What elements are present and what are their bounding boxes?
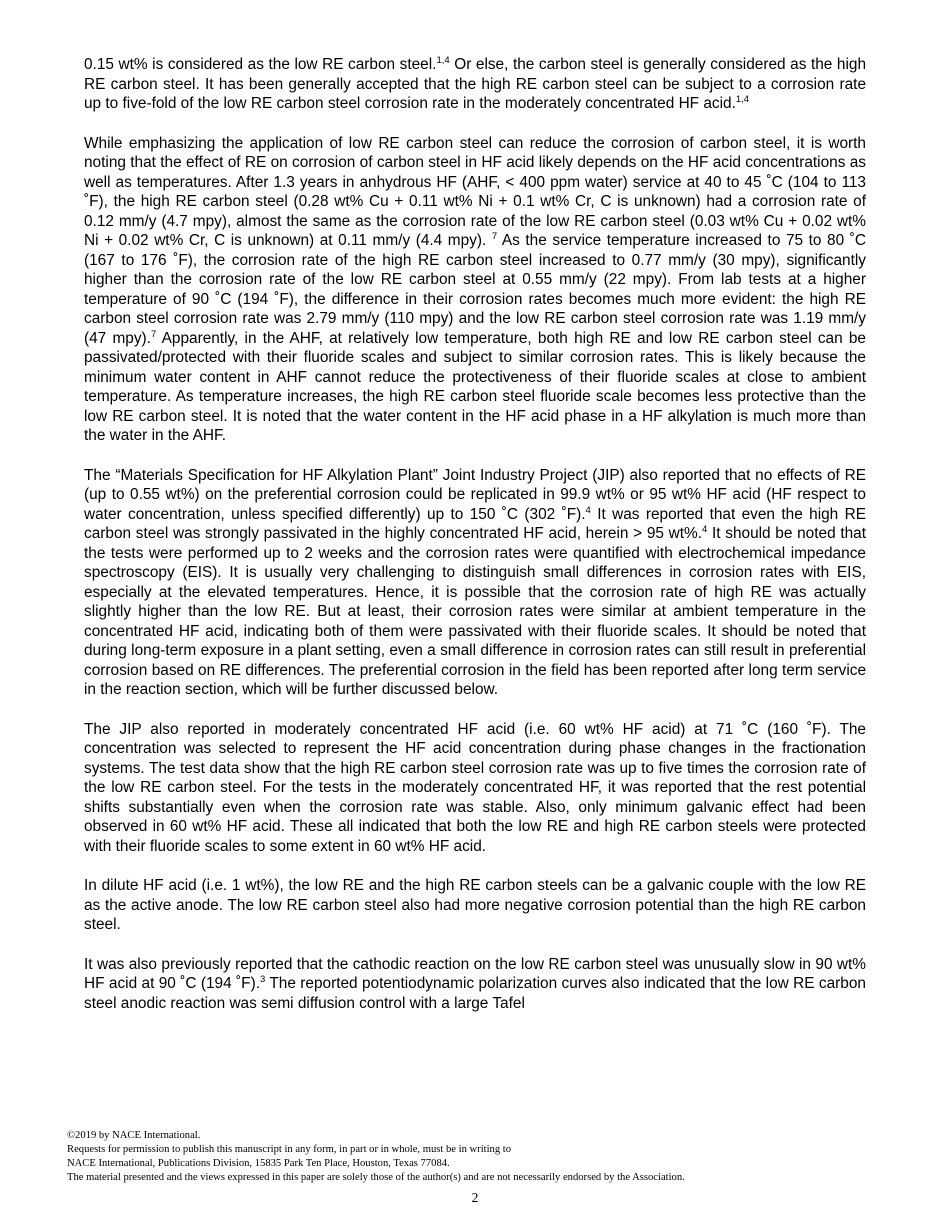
body-text [84, 55, 866, 1013]
text-run: It should be noted that the tests were performed up to 2 weeks and the corrosion rates were quantified with electrochemical impedance spectroscopy (EIS). It is usually very challenging to distinguish small differences in corrosion rates with EIS, especially at the elevated temperatures. Hence, it is possible that the corrosion rate of high RE was actually slightly higher than the low RE. But at least, their corrosion rates were similar at ambient temperature in the concentrated HF acid, indicating both of them were passivated with their fluoride scales. It should be noted that during long-term exposure in a plant setting, even a small difference in corrosion rates can still result in preferential corrosion based on RE differences. The preferential corrosion in the field has been reported after long term service in the reaction section, which will be further discussed below. [84, 525, 867, 698]
citation-superscript: 7 [150, 328, 157, 340]
text-run: While emphasizing the application of low RE carbon steel can reduce the corrosion of carbon steel, it is worth noting that the effect of RE on corrosion of carbon steel in HF acid likely depends on the HF acid concentrations as well as temperatures. After 1.3 years in anhydrous HF (AHF, < 400 ppm water) service at 40 to 45 ˚C (104 to 113 ˚F), the high RE carbon steel (0.28 wt% Cu + 0.11 wt% Ni + 0.1 wt% Cr, C is unknown) had a corrosion rate of 0.12 mm/y (4.7 mpy), almost the same as the corrosion rate of the low RE carbon steel (0.03 wt% Cu + 0.02 wt% Ni + 0.02 wt% Cr, C is unknown) at 0.11 mm/y (4.4 mpy). [84, 134, 866, 249]
paragraph-6 [84, 955, 866, 1014]
text-run: It was reported that even the high RE carbon steel was strongly passivated in the highly concentrated HF acid, herein > 95 wt%. [84, 505, 867, 542]
text-run: Or else, the carbon steel is generally considered as the high RE carbon steel. It has been generally accepted that the high RE carbon steel can be subject to a corrosion rate up to five-fold of the low RE carbon steel corrosion rate in the moderately concentrated HF acid. [84, 56, 867, 112]
citation-superscript: 4 [585, 504, 591, 516]
page-number: 2 [471, 1190, 479, 1205]
citation-superscript: 3 [259, 974, 266, 985]
paragraph-4 [84, 720, 866, 857]
text-run: The reported potentiodynamic polarization curves also indicated that the low RE carbon steel anodic reaction was semi diffusion control with a large Tafel [84, 975, 866, 1012]
citation-superscript: 1,4 [436, 55, 450, 66]
footer-copyright: ©2019 by NACE International. [67, 1130, 201, 1141]
text-run: Apparently, in the AHF, at relatively low temperature, both high RE and low RE carbon steel can be passivated/protected with their fluoride scales and subject to similar corrosion rates. This is likely because the minimum water content in AHF cannot reduce the protectiveness of their fluoride scales at close to ambient temperature. As temperature increases, the high RE carbon steel fluoride scale becomes less protective than the low RE carbon steel. It is noted that the water content in the HF acid phase in a HF alkylation is much more than the water in the AHF. [84, 329, 866, 444]
citation-superscript: 1,4 [735, 94, 750, 105]
footer-permission: Requests for permission to publish this manuscript in any form, in part or in whole, must be in writing to [67, 1144, 512, 1155]
text-run: As the service temperature increased to 75 to 80 ˚C (167 to 176 ˚F), the corrosion rate of the high RE carbon steel increased to 0.77 mm/y (30 mpy), significantly higher than the corrosion rate of the low RE carbon steel at 0.55 mm/y (22 mpy). From lab tests at a higher temperature of 90 ˚C (194 ˚F), the difference in their corrosion rates becomes much more evident: the high RE carbon steel corrosion rate was 2.79 mm/y (110 mpy) and the low RE carbon steel corrosion rate was 1.19 mm/y (47 mpy). [84, 232, 866, 347]
text-run: The “Materials Specification for HF Alkylation Plant” Joint Industry Project (JIP) also reported that no effects of RE (up to 0.55 wt%) on the preferential corrosion could be replicated in 99.9 wt% or 95 wt% HF acid (HF respect to water concentration, unless specified differently) up to 150 ˚C (302 ˚F). [84, 466, 866, 523]
citation-superscript: 7 [491, 231, 498, 242]
paragraph-5 [84, 876, 866, 935]
paragraph-3 [84, 466, 866, 700]
text-run: The JIP also reported in moderately concentrated HF acid (i.e. 60 wt% HF acid) at 71 ˚C (160 ˚F). The concentration was selected to represent the HF acid concentration during phase changes in the fractionation systems. The test data show that the high RE carbon steel corrosion rate was up to five times the corrosion rate of the low RE carbon steel. For the tests in the moderately concentrated HF, it was reported that the rest potential shifts substantially even when the corrosion rate was stable. Also, only minimum galvanic effect had been observed in 60 wt% HF acid. These all indicated that both the low RE and high RE carbon steels were protected with their fluoride scales to some extent in 60 wt% HF acid. [84, 720, 866, 855]
page-footer [67, 1129, 897, 1185]
text-run: 0.15 wt% is considered as the low RE carbon steel. [84, 56, 437, 73]
footer-disclaimer: The material presented and the views expressed in this paper are solely those of the author(s) and are not necessarily endorsed by the Association. [67, 1172, 685, 1183]
text-run: In dilute HF acid (i.e. 1 wt%), the low RE and the high RE carbon steels can be a galvanic couple with the low RE as the active anode. The low RE carbon steel also had more negative corrosion potential than the high RE carbon steel. [84, 877, 866, 933]
paragraph-1 [84, 55, 866, 114]
footer-address: NACE International, Publications Division, 15835 Park Ten Place, Houston, Texas 77084. [67, 1158, 450, 1169]
paragraph-2 [84, 134, 866, 446]
citation-superscript: 4 [702, 524, 708, 535]
text-run: It was also previously reported that the cathodic reaction on the low RE carbon steel was unusually slow in 90 wt% HF acid at 90 ˚C (194 ˚F). [84, 955, 866, 992]
